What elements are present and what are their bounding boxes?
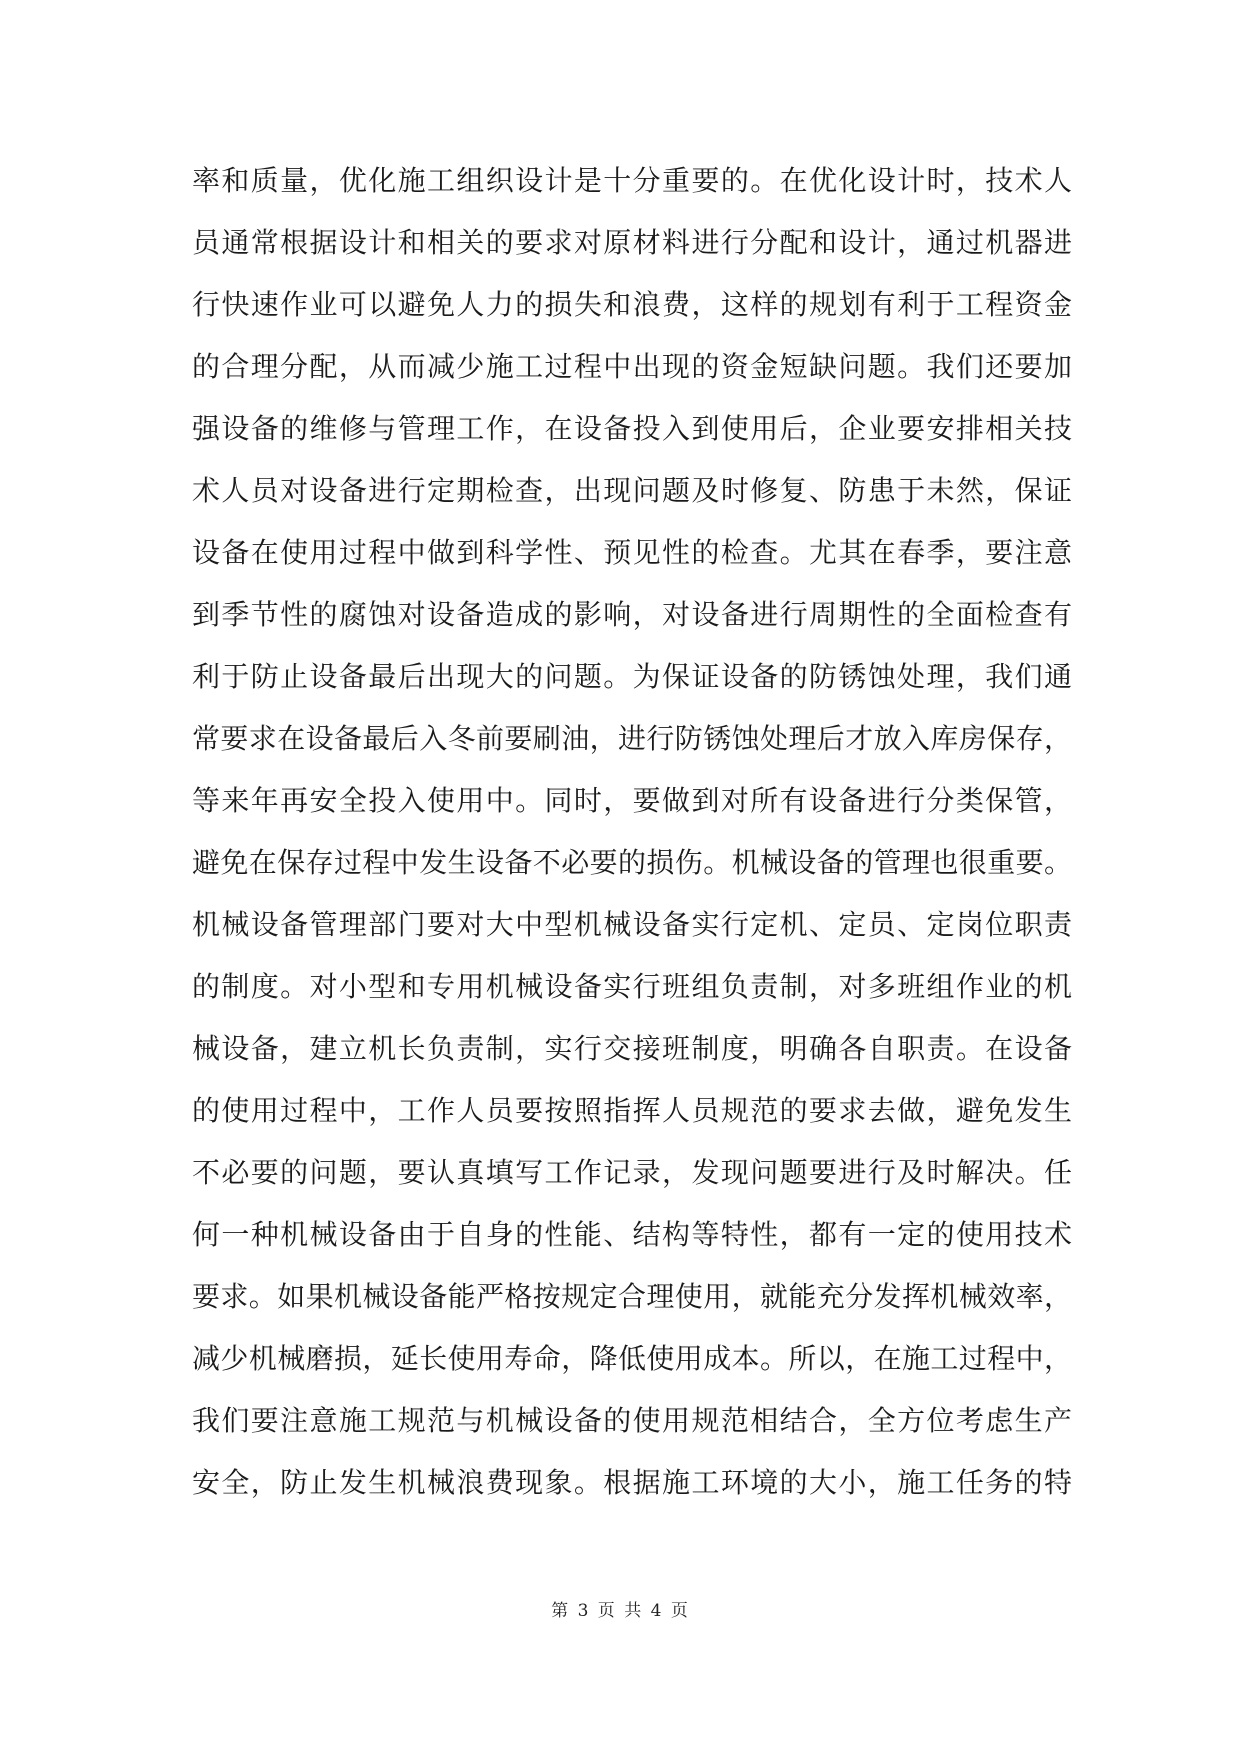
text-line: 设备在使用过程中做到科学性、预见性的检查。尤其在春季，要注意 [192,536,1072,569]
text-line: 机械设备管理部门要对大中型机械设备实行定机、定员、定岗位职责 [192,908,1072,941]
text-line: 常要求在设备最后入冬前要刷油，进行防锈蚀处理后才放入库房保存， [192,722,1072,755]
text-line: 我们要注意施工规范与机械设备的使用规范相结合，全方位考虑生产 [192,1404,1072,1437]
text-line: 何一种机械设备由于自身的性能、结构等特性，都有一定的使用技术 [192,1218,1072,1251]
text-line: 等来年再安全投入使用中。同时，要做到对所有设备进行分类保管， [192,784,1072,817]
text-line: 率和质量，优化施工组织设计是十分重要的。在优化设计时，技术人 [192,164,1072,197]
text-line: 行快速作业可以避免人力的损失和浪费，这样的规划有利于工程资金 [192,288,1072,321]
text-line: 利于防止设备最后出现大的问题。为保证设备的防锈蚀处理，我们通 [192,660,1072,693]
body-text [192,150,1072,1514]
text-line: 员通常根据设计和相关的要求对原材料进行分配和设计，通过机器进 [192,226,1072,259]
text-line: 的使用过程中，工作人员要按照指挥人员规范的要求去做，避免发生 [192,1094,1072,1127]
text-line: 避免在保存过程中发生设备不必要的损伤。机械设备的管理也很重要。 [192,846,1072,879]
text-line: 的制度。对小型和专用机械设备实行班组负责制，对多班组作业的机 [192,970,1072,1003]
text-line: 减少机械磨损，延长使用寿命，降低使用成本。所以，在施工过程中， [192,1342,1072,1375]
text-line: 安全，防止发生机械浪费现象。根据施工环境的大小，施工任务的特 [192,1466,1072,1499]
text-line: 要求。如果机械设备能严格按规定合理使用，就能充分发挥机械效率， [192,1280,1072,1313]
page-number-footer: 第 3 页 共 4 页 [551,1601,690,1621]
text-line: 械设备，建立机长负责制，实行交接班制度，明确各自职责。在设备 [192,1032,1072,1065]
text-line: 强设备的维修与管理工作，在设备投入到使用后，企业要安排相关技 [192,412,1072,445]
text-line: 到季节性的腐蚀对设备造成的影响，对设备进行周期性的全面检查有 [192,598,1072,631]
text-line: 不必要的问题，要认真填写工作记录，发现问题要进行及时解决。任 [192,1156,1072,1189]
text-line: 术人员对设备进行定期检查，出现问题及时修复、防患于未然，保证 [192,474,1072,507]
text-line: 的合理分配，从而减少施工过程中出现的资金短缺问题。我们还要加 [192,350,1072,383]
